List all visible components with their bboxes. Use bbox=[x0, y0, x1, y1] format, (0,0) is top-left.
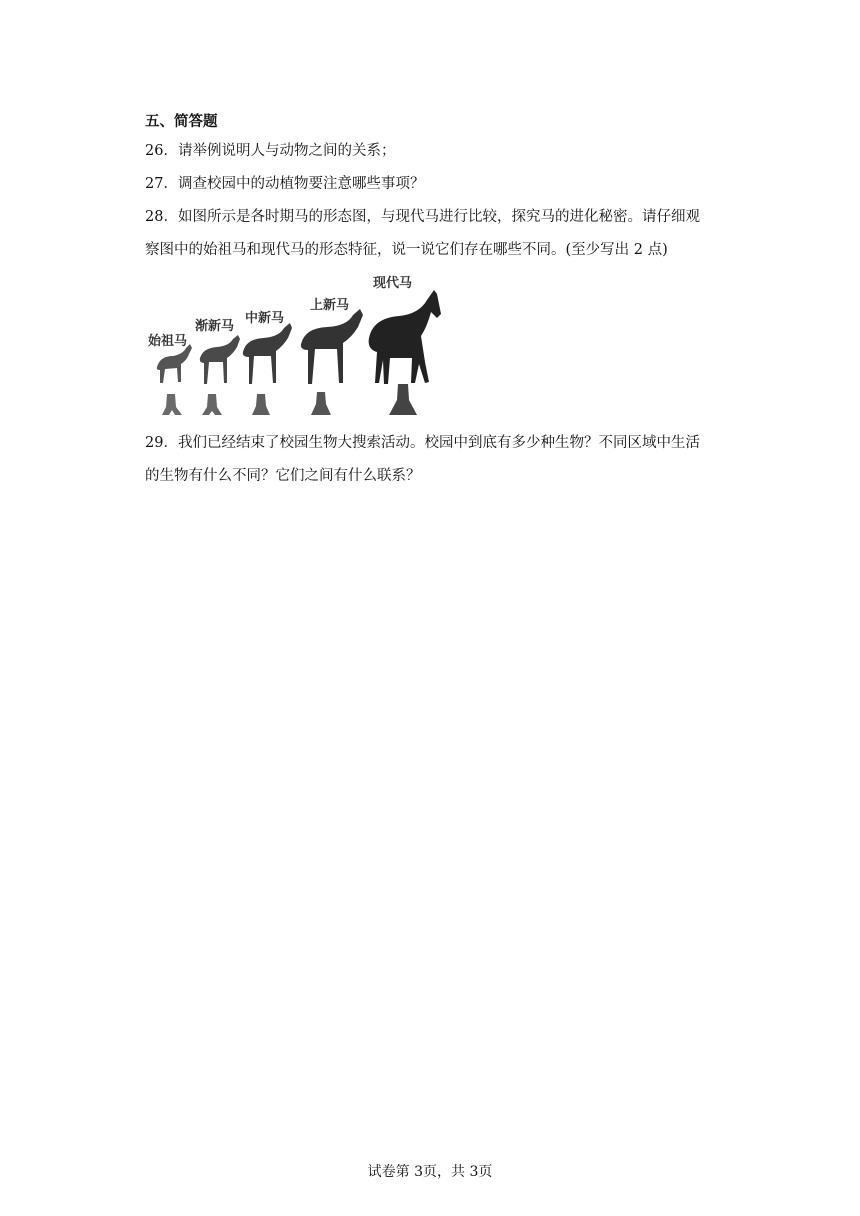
merychippus-foot-icon bbox=[252, 394, 270, 415]
label-modern-horse: 现代马 bbox=[373, 276, 413, 291]
question-28-line-1: 28．如图所示是各时期马的形态图，与现代马进行比较，探究马的进化秘密。请仔细观 bbox=[145, 209, 700, 225]
mesohippus-silhouette bbox=[200, 335, 240, 384]
eohippus-foot-icon bbox=[162, 394, 182, 415]
question-28-line-2: 察图中的始祖马和现代马的形态特征，说一说它们存在哪些不同。(至少写出 2 点) bbox=[145, 242, 668, 258]
modern-horse-silhouette bbox=[369, 290, 441, 384]
label-merychippus: 中新马 bbox=[245, 311, 285, 326]
horse-evolution-figure bbox=[145, 272, 445, 422]
section-title: 五、简答题 bbox=[145, 113, 218, 130]
page-footer: 试卷第 3页，共 3页 bbox=[367, 1164, 493, 1180]
question-27: 27．调查校园中的动植物要注意哪些事项？ bbox=[145, 176, 425, 192]
question-26: 26．请举例说明人与动物之间的关系； bbox=[145, 143, 396, 159]
question-29-line-1: 29．我们已经结束了校园生物大搜索活动。校园中到底有多少种生物？不同区域中生活 bbox=[145, 435, 700, 451]
label-mesohippus: 渐新马 bbox=[195, 319, 235, 334]
label-pliohippus: 上新马 bbox=[310, 298, 350, 313]
merychippus-silhouette bbox=[243, 323, 292, 384]
mesohippus-foot-icon bbox=[202, 394, 222, 415]
pliohippus-silhouette bbox=[301, 309, 363, 384]
pliohippus-foot-icon bbox=[311, 392, 331, 415]
modern-horse-foot-icon bbox=[389, 384, 417, 415]
question-29-line-2: 的生物有什么不同？它们之间有什么联系？ bbox=[145, 468, 421, 484]
eohippus-silhouette bbox=[157, 344, 192, 383]
label-eohippus: 始祖马 bbox=[148, 334, 188, 349]
